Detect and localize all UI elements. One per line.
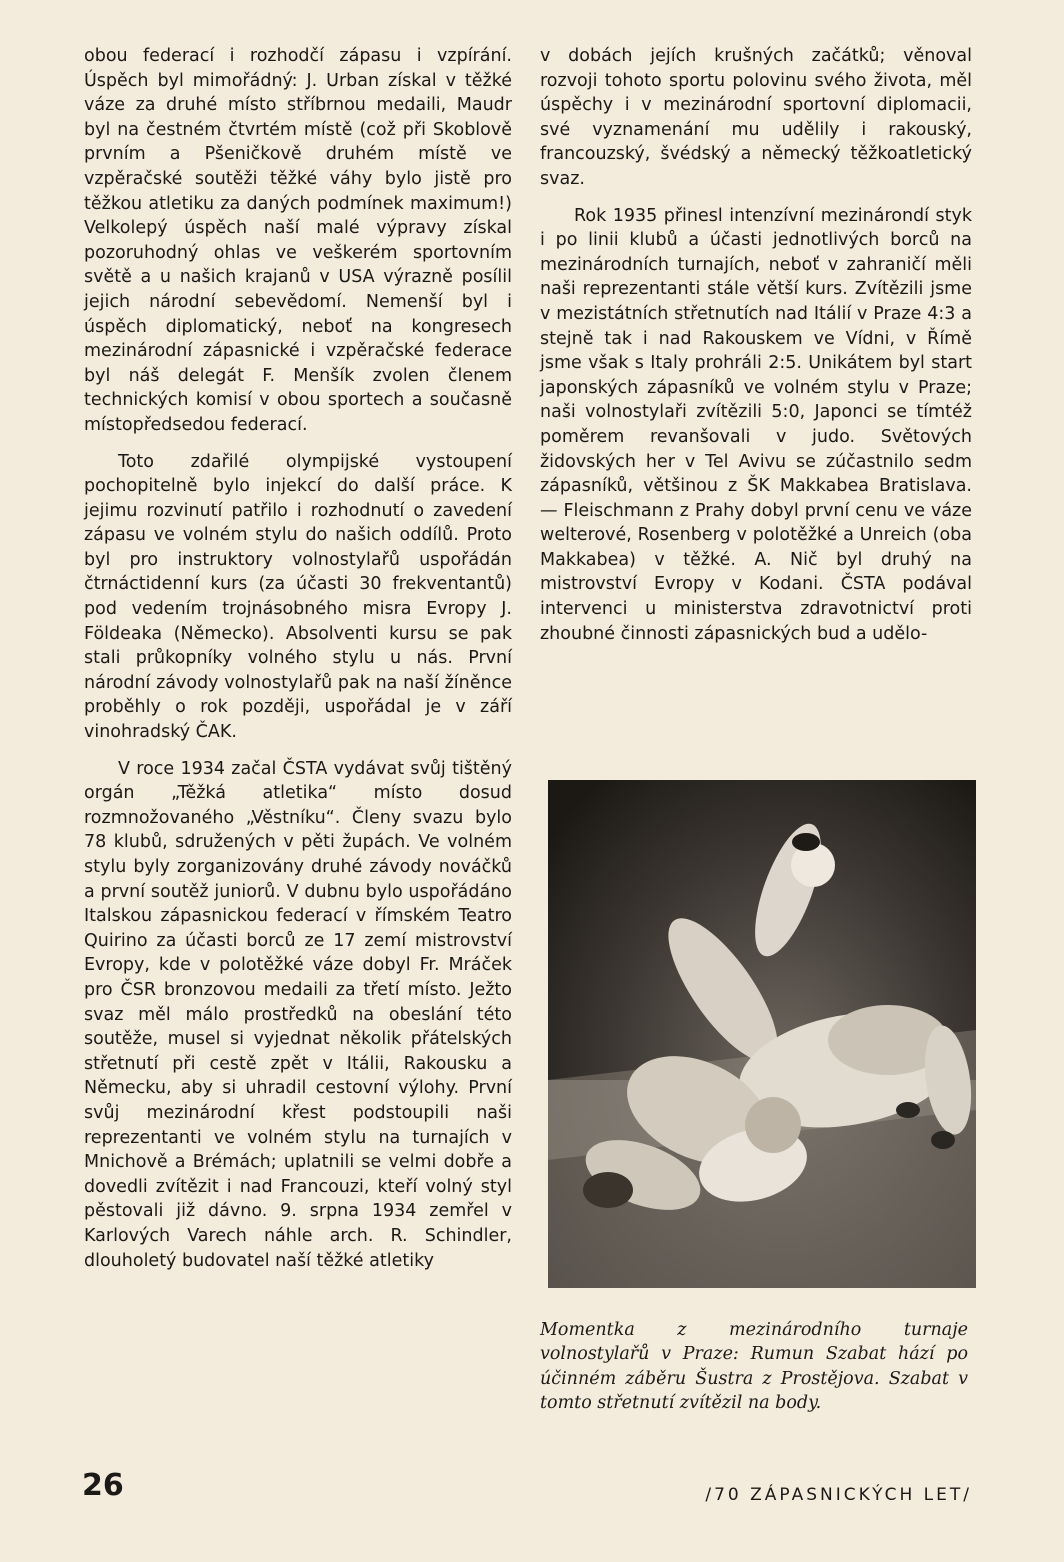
left-column bbox=[84, 44, 512, 1285]
paragraph: V roce 1934 začal ČSTA vydávat svůj tištěný orgán „Těžká atletika“ místo dosud rozmnožovaného „Věstníku“. Členy svazu bylo 78 klubů, sdružených v pěti župách. Ve volném stylu byly zorganizovány druhé závody nováčků a první soutěž juniorů. V dubnu bylo uspořádáno Italskou zápasnickou federací v římském Teatro Quirino za účasti borců ze 17 zemí mistrovství Evropy, kde v polotěžké váze dobyl Fr. Mráček pro ČSR bronzovou medaili za třetí místo. Ježto svaz měl málo prostředků na obeslání této soutěže, musel si vyjednat několik přátelských střetnutí při cestě zpět v Itálii, Rakousku a Německu, aby si uhradil cestovní výlohy. První svůj mezinárodní křest podstoupili naši reprezentanti ve volném stylu na turnajích v Mnichově a Brémách; uplatnili se velmi dobře a dovedli zvítězit i nad Francouzi, kteří volný styl pěstovali již dávno. 9. srpna 1934 zemřel v Karlových Varech náhle arch. R. Schindler, dlouholetý budovatel naší těžké atletiky bbox=[84, 758, 512, 1271]
paragraph: obou federací i rozhodčí zápasu i vzpírání. Úspěch byl mimořádný: J. Urban získal v těžké váze za druhé místo stříbrnou medaili, Maudr byl na čestném čtvrtém místě (což při Skoblově prvním a Pšeničkově druhém místě ve vzpěračské soutěži těžké váhy bylo jistě pro těžkou atletiku za daných podmínek maximum!) Velkolepý úspěch naší malé výpravy získal pozoruhodný ohlas ve veškerém sportovním světě a u našich krajanů v USA výrazně posílil jejich národní sebevědomí. Nemenší byl i úspěch diplomatický, neboť na kongresech mezinárodní zápasnické i vzpěračské federace byl náš delegát F. Menšík zvolen členem technických komisí v obou sportech a současně místopředsedou federací. bbox=[84, 46, 512, 435]
running-footer: /70 ZÁPASNICKÝCH LET/ bbox=[705, 1485, 972, 1505]
paragraph: Toto zdařilé olympijské vystoupení pochopitelně bylo injekcí do další práce. K jejimu rozvinutí patřilo i rozhodnutí o zavedení zápasu ve volném stylu do našich oddílů. Proto byl pro instruktory volnostylařů uspořádán čtrnáctidenní kurs (za účasti 30 frekventantů) pod vedením trojnásobného misra Evropy J. Földeaka (Německo). Absolventi kursu se pak stali průkopníky volného stylu u nás. První národní závody volnostylařů pak na naší žíněnce proběhly o rok později, uspořádal je v září vinohradský ČAK. bbox=[84, 451, 512, 743]
page-number: 26 bbox=[82, 1468, 124, 1503]
paragraph: v dobách jejích krušných začátků; věnoval rozvoji tohoto sportu polovinu svého života, měl úspěchy i v mezinárodní sportovní diplomacii, své vyznamenání mu udělily i rakouský, francouzský, švédský a německý těžkoatletický svaz. bbox=[540, 46, 972, 189]
wrestling-photo bbox=[548, 780, 976, 1288]
right-column bbox=[540, 44, 972, 658]
paragraph: Rok 1935 přinesl intenzívní mezinárondí styk i po linii klubů a účasti jednotlivých borců na mezinárodních turnajích, neboť v zahraničí měli naši reprezentanti stále větší kurs. Zvítězili jsme v mezistátních střetnutích nad Itálií v Praze 4:3 a stejně tak i nad Rakouskem ve Vídni, v Římě jsme však s Italy prohráli 2:5. Unikátem byl start japonských zápasníků ve volném stylu v Praze; naši volnostylaři zvítězili 5:0, Japonci se tímtéž poměrem revanšovali v judo. Světových židovských her v Tel Avivu se zúčastnilo sedm zápasníků, většinou z ŠK Makkabea Bratislava. — Fleischmann z Prahy dobyl první cenu ve váze welterové, Rosenberg v polotěžké a Unreich (oba Makkabea) v těžké. A. Nič byl druhý na mistrovství Evropy v Kodani. ČSTA podával intervenci u ministerstva zdravotnictví proti zhoubné činnosti zápasnických bud a udělo- bbox=[540, 205, 972, 644]
photo-caption: Momentka z mezinárodního turnaje volnostylařů v Praze: Rumun Szabat hází po účinném záběru Šustra z Prostějova. Szabat v tomto střetnutí zvítězil na body. bbox=[540, 1320, 968, 1414]
